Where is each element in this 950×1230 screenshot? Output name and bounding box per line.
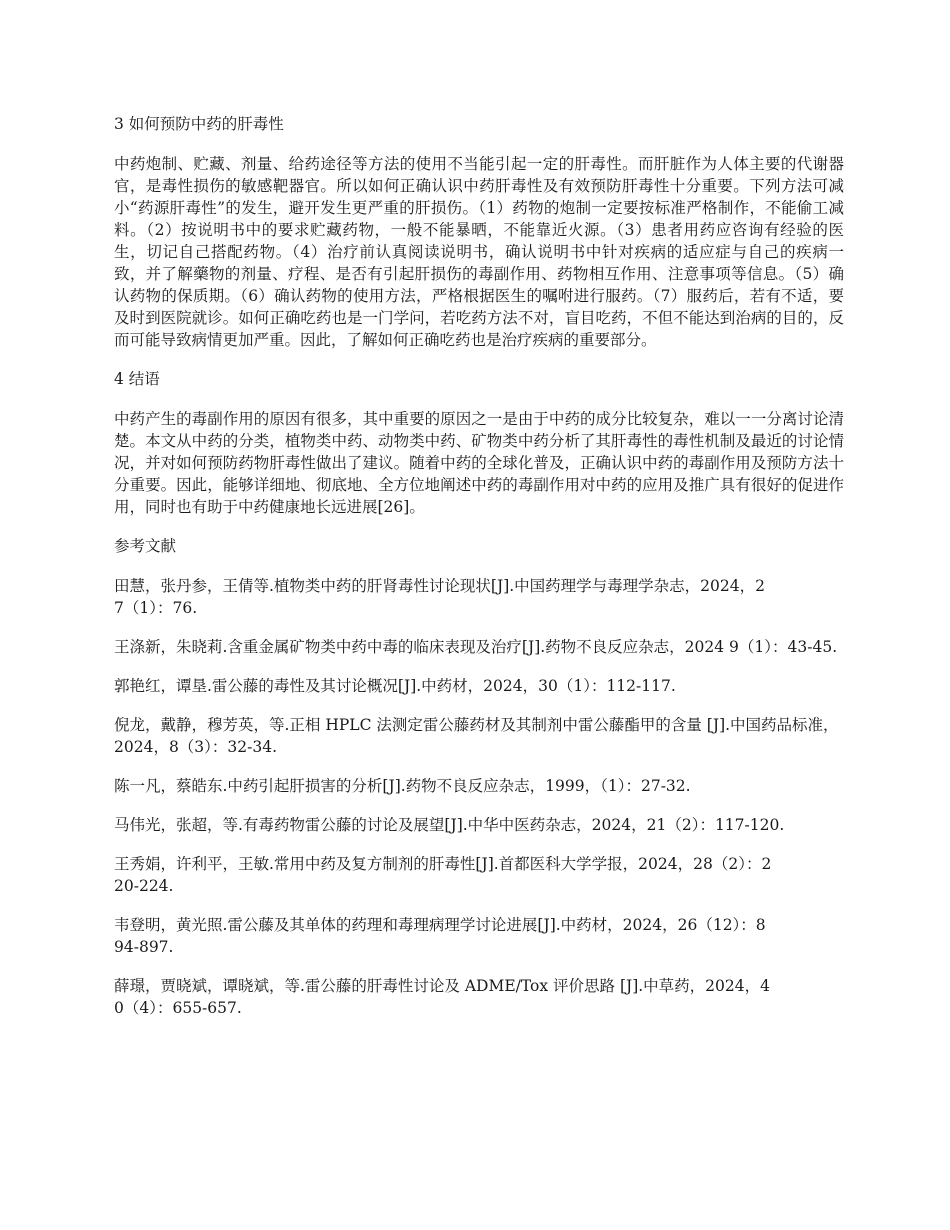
reference-item: 薛璟，贾晓斌，谭晓斌，等.雷公藤的肝毒性讨论及 ADME/Tox 评价思路 [J].中草药，2024，40（4）：655-657. xyxy=(114,977,770,1017)
section-4-paragraph: 中药产生的毒副作用的原因有很多，其中重要的原因之一是由于中药的成分比较复杂，难以一一分离讨论清楚。本文从中药的分类，植物类中药、动物类中药、矿物类中药分析了其肝毒性的毒性机制及最近的讨论情况，并对如何预防药物肝毒性做出了建议。随着中药的全球化普及，正确认识中药的毒副作用及预防方法十分重要。因此，能够详细地、彻底地、全方位地阐述中药的毒副作用对中药的应用及推广具有很好的促进作用，同时也有助于中药健康地长远进展[26]。 xyxy=(114,410,844,516)
reference-item: 王涤新，朱晓莉.含重金属矿物类中药中毒的临床表现及治疗[J].药物不良反应杂志，2024 9（1）：43-45. xyxy=(114,638,838,656)
section-4-heading: 4 结语 xyxy=(114,370,160,388)
reference-item: 王秀娟，许利平，王敏.常用中药及复方制剂的肝毒性[J].首都医科大学学报，2024，28（2）：220-224. xyxy=(114,855,772,895)
reference-item: 郭艳红，谭垦.雷公藤的毒性及其讨论概况[J].中药材，2024，30（1）：112-117. xyxy=(114,677,676,695)
reference-item: 韦登明，黄光照.雷公藤及其单体的药理和毒理病理学讨论进展[J].中药材，2024，26（12）：894-897. xyxy=(114,916,766,956)
section-3-heading: 3 如何预防中药的肝毒性 xyxy=(114,115,284,133)
section-3-paragraph: 中药炮制、贮藏、剂量、给药途径等方法的使用不当能引起一定的肝毒性。而肝脏作为人体主要的代谢器官，是毒性损伤的敏感靶器官。所以如何正确认识中药肝毒性及有效预防肝毒性十分重要。下列方法可减小“药源肝毒性”的发生，避开发生更严重的肝损伤。（1）药物的炮制一定要按标准严格制作，不能偷工减料。（2）按说明书中的要求贮藏药物，一般不能暴晒，不能靠近火源。（3）患者用药应咨询有经验的医生，切记自己搭配药物。（4）治疗前认真阅读说明书，确认说明书中针对疾病的适应症与自己的疾病一致，并了解藥物的剂量、疗程、是否有引起肝损伤的毒副作用、药物相互作用、注意事项等信息。（5）确认药物的保质期。（6）确认药物的使用方法，严格根据医生的嘱咐进行服药。（7）服药后，若有不适，要及时到医院就诊。如何正确吃药也是一门学问，若吃药方法不对，盲目吃药，不但不能达到治病的目的，反而可能导致病情更加严重。因此，了解如何正确吃药也是治疗疾病的重要部分。 xyxy=(114,155,844,349)
reference-item: 陈一凡，蔡皓东.中药引起肝损害的分析[J].药物不良反应杂志，1999，（1）：27-32. xyxy=(114,777,691,795)
document-content xyxy=(114,113,844,1036)
reference-item: 田慧，张丹参，王倩等.植物类中药的肝肾毒性讨论现状[J].中国药理学与毒理学杂志，2024，27（1）：76. xyxy=(114,577,765,617)
reference-item: 倪龙，戴静，穆芳英，等.正相 HPLC 法测定雷公藤药材及其制剂中雷公藤酯甲的含量 [J].中国药品标准，2024，8（3）：32-34. xyxy=(114,716,839,756)
references-heading: 参考文献 xyxy=(114,537,177,555)
reference-item: 马伟光，张超，等.有毒药物雷公藤的讨论及展望[J].中华中医药杂志，2024，21（2）：117-120. xyxy=(114,816,785,834)
